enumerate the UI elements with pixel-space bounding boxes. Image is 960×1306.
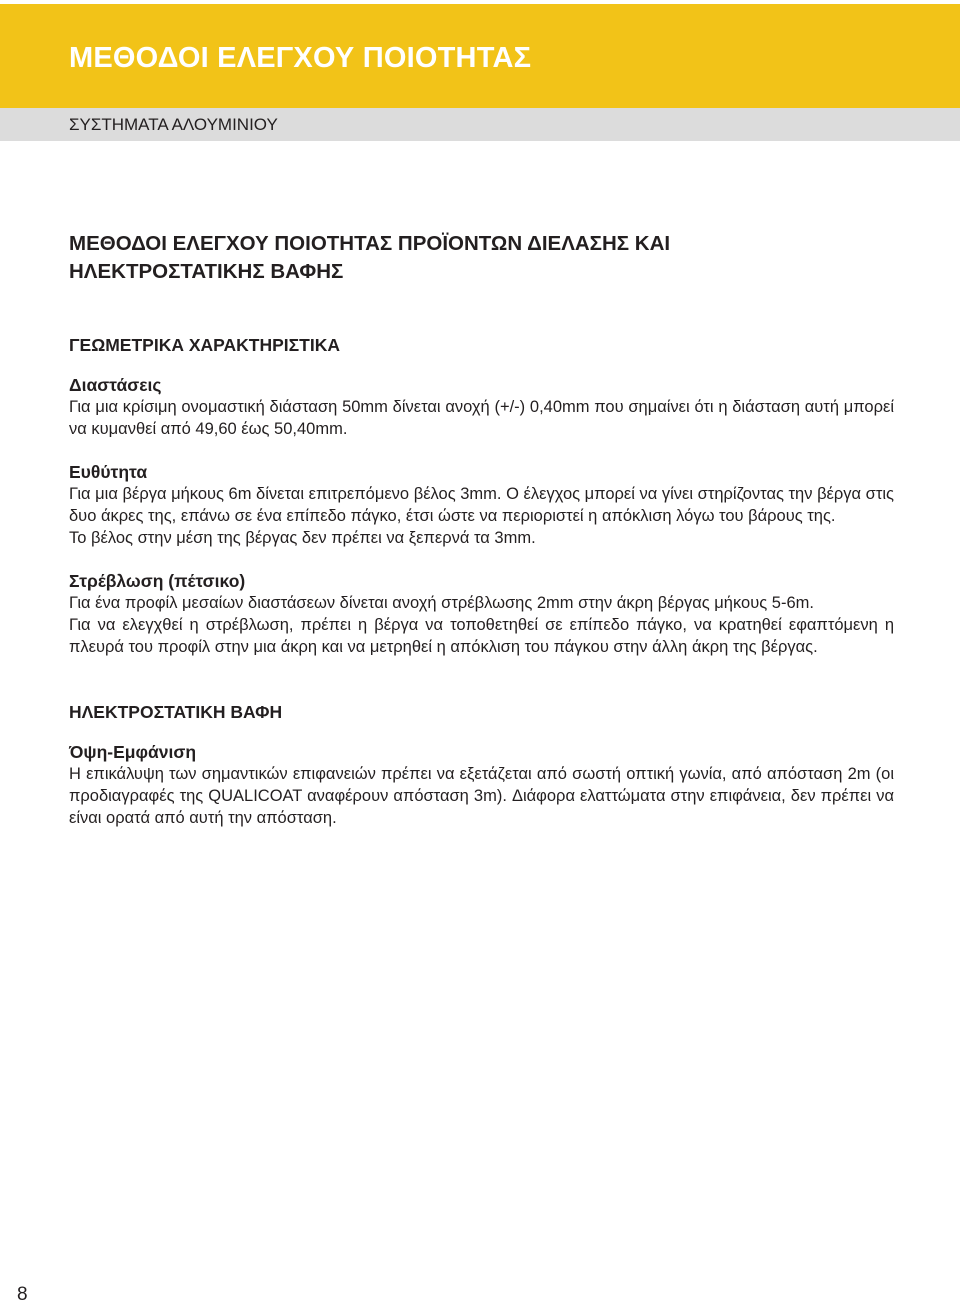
paragraph-twist: Για ένα προφίλ μεσαίων διαστάσεων δίνεται ανοχή στρέβλωσης 2mm στην άκρη βέργας μήκους 5-6m.	[69, 594, 814, 612]
subheading-twist: Στρέβλωση (πέτσικο)	[69, 571, 246, 591]
page-number: 8	[17, 1284, 28, 1305]
subheader-band	[0, 108, 960, 141]
paragraph-straightness-limit: Το βέλος στην μέση της βέργας δεν πρέπει να ξεπερνά τα 3mm.	[69, 529, 536, 547]
section-heading-coating: ΗΛΕΚΤΡΟΣΤΑΤΙΚΗ ΒΑΦΗ	[69, 702, 283, 722]
document-title-line2: ΗΛΕΚΤΡΟΣΤΑΤΙΚΗΣ ΒΑΦΗΣ	[69, 260, 344, 283]
paragraph-twist-method: Για να ελεγχθεί η στρέβλωση, πρέπει η βέργα να τοποθετηθεί σε επίπεδο πάγκο, να κρατηθεί εφαπτόμενη η πλευρά του προφίλ στην μια άκρη και να μετρηθεί η απόκλιση του πάγκου στην άλλη άκρη της βέργας.	[69, 616, 894, 656]
document-title-line1: ΜΕΘΟΔΟΙ ΕΛΕΓΧΟΥ ΠΟΙΟΤΗΤΑΣ ΠΡΟΪΟΝΤΩΝ ΔΙΕΛΑΣΗΣ ΚΑΙ	[69, 232, 671, 255]
paragraph-appearance: Η επικάλυψη των σημαντικών επιφανειών πρέπει να εξετάζεται από σωστή οπτική γωνία, από απόσταση 2m (οι προδιαγραφές της QUALICOAT αναφέρουν απόσταση 3m). Διάφορα ελαττώματα στην επιφάνεια, δεν πρέπει να είναι ορατά από αυτή την απόσταση.	[69, 765, 894, 827]
section-heading-geometric: ΓΕΩΜΕΤΡΙΚΑ ΧΑΡΑΚΤΗΡΙΣΤΙΚΑ	[69, 335, 340, 355]
header-subtitle: ΣΥΣΤΗΜΑΤΑ ΑΛΟΥΜΙΝΙΟΥ	[69, 115, 278, 134]
paragraph-straightness: Για μια βέργα μήκους 6m δίνεται επιτρεπόμενο βέλος 3mm. Ο έλεγχος μπορεί να γίνει στηρίζοντας την βέργα στις δυο άκρες της, επάνω σε ένα επίπεδο πάγκο, έτσι ώστε να περιοριστεί η απόκλιση λόγω του βάρους της.	[69, 485, 894, 525]
paragraph-dimensions: Για μια κρίσιμη ονομαστική διάσταση 50mm δίνεται ανοχή (+/-) 0,40mm που σημαίνει ότι η διάσταση αυτή μπορεί να κυμανθεί από 49,60 έως 50,40mm.	[69, 398, 894, 438]
subheading-straightness: Ευθύτητα	[69, 462, 148, 482]
header-title: ΜΕΘΟΔΟΙ ΕΛΕΓΧΟΥ ΠΟΙΟΤΗΤΑΣ	[69, 42, 532, 74]
subheading-dimensions: Διαστάσεις	[69, 375, 162, 395]
document-body	[69, 230, 894, 829]
document-title	[69, 230, 894, 286]
header-band	[0, 4, 960, 108]
subheading-appearance: Όψη-Εμφάνιση	[69, 742, 197, 762]
